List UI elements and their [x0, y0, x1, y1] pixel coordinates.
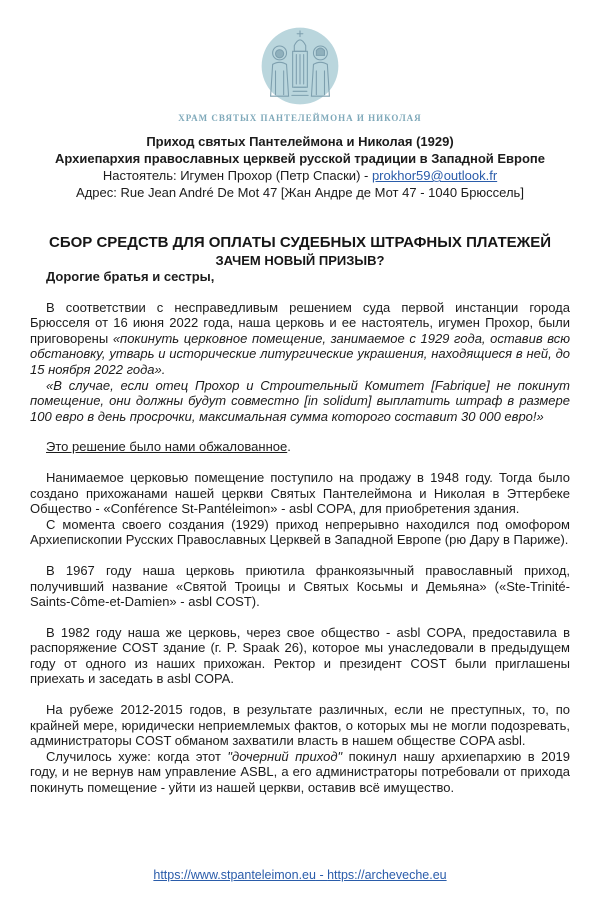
rector-label: Настоятель: Игумен Прохор (Петр Спаски) - [102, 168, 372, 183]
church-seal-icon [259, 26, 341, 111]
parish-name: Приход святых Пантелеймона и Николая (1929) [146, 134, 454, 149]
quoted-ruling-text: «покинуть церковное помещение, занимаемое с 1929 года, оставив всю обстановку, утварь и исторические литургические украшения, находящиеся в ней, до 15 ноября 2022 года». [30, 330, 570, 377]
underlined-statement: Это решение было нами обжалованное [46, 439, 288, 455]
statement-period: . [287, 439, 291, 455]
paragraph-1982-building: В 1982 году наша же церковь, через свое общество - asbl COPA, предоставила в распоряжение COST здание (г. P. Spaak 26), которое мы унаследовали в предыдущем году от одного из наших прихожан. Ректор и президент COST были приглашены приехать и заседать в asbl COPA. [30, 624, 570, 687]
salutation: Дорогие братья и сестры, [46, 269, 215, 284]
rector-line [0, 167, 600, 184]
rector-email-link[interactable]: prokhor59@outlook.fr [371, 168, 498, 183]
paragraph-2019-departure [30, 749, 570, 796]
logo-block [0, 0, 600, 123]
archdiocese-website-link[interactable]: https://archeveche.eu [327, 868, 447, 882]
letterhead [0, 133, 600, 201]
paragraph-text: В соответствии с несправедливым решением суда первой инстанции города Брюсселя от 16 июня 2022 года, наша церковь и ее настоятель, игумен Прохор, были приговорены [30, 299, 570, 346]
document-title [0, 233, 600, 269]
letter-body [30, 269, 570, 796]
paragraph-2012-2015-takeover: На рубеже 2012-2015 годов, в результате различных, если не преступных, то, по крайней мере, юридически неприемлемых фактов, о которых мы не могли подозревать, администраторы COST обманом захватили власть в нашем обществе COPA asbl. [30, 702, 570, 749]
paragraph-text: Случилось хуже: когда этот [46, 748, 228, 764]
paragraph-1929-omophorion: С момента своего создания (1929) приход непрерывно находился под омофором Архиепископии Русских Православных Церквей в Западной Европе (рю Дару в Париже). [30, 516, 570, 548]
parish-website-link[interactable]: https://www.stpanteleimon.eu [153, 868, 316, 882]
paragraph-1948-sale: Нанимаемое церковью помещение поступило на продажу в 1948 году. Тогда было создано прихожанами нашей церкви Святых Пантелеймона и Николая в Эттербеке Общество - «Conférence St-Pantéleimon» - asbl COPA, для приобретения здания. [30, 469, 570, 517]
paragraph-fine-quote: «В случае, если отец Прохор и Строительный Комитет [Fabrique] не покинут помещение, они должны будут совместно [in solidum] выплатить штраф в размере 100 евро в день просрочки, максимальная сумма которого составит 30 000 евро!» [30, 377, 570, 424]
paragraph-court-ruling [30, 300, 570, 378]
title-line-2: ЗАЧЕМ НОВЫЙ ПРИЗЫВ? [215, 253, 385, 268]
paragraph-text: покинул нашу архиепархию в 2019 году, и не вернув нам управление ASBL, а его администраторы потребовали от прихода покинуть помещение - уйти из нашей церкви, оставив всё имущество. [30, 748, 571, 796]
daughter-parish-quote: "дочерний приход" [227, 748, 343, 764]
seal-caption: ХРАМ СВЯТЫХ ПАНТЕЛЕЙМОНА И НИКОЛАЯ [178, 113, 422, 123]
archdiocese-name: Архиепархия православных церквей русской традиции в Западной Европе [54, 151, 546, 166]
title-line-1: СБОР СРЕДСТВ ДЛЯ ОПЛАТЫ СУДЕБНЫХ ШТРАФНЫХ ПЛАТЕЖЕЙ [49, 234, 551, 251]
paragraph-1967-parish: В 1967 году наша церковь приютила франкоязычный православный приход, получивший название «Святой Троицы и Святых Косьмы и Демьяна» («Ste-Trinité-Saints-Côme-et-Damien» - asbl COST). [30, 562, 570, 610]
link-separator: - [315, 868, 328, 882]
address-line: Адрес: Rue Jean André De Mot 47 [Жан Андре де Мот 47 - 1040 Брюссель] [76, 185, 524, 200]
paragraph-appeal [30, 439, 570, 455]
footer-links [0, 868, 600, 882]
